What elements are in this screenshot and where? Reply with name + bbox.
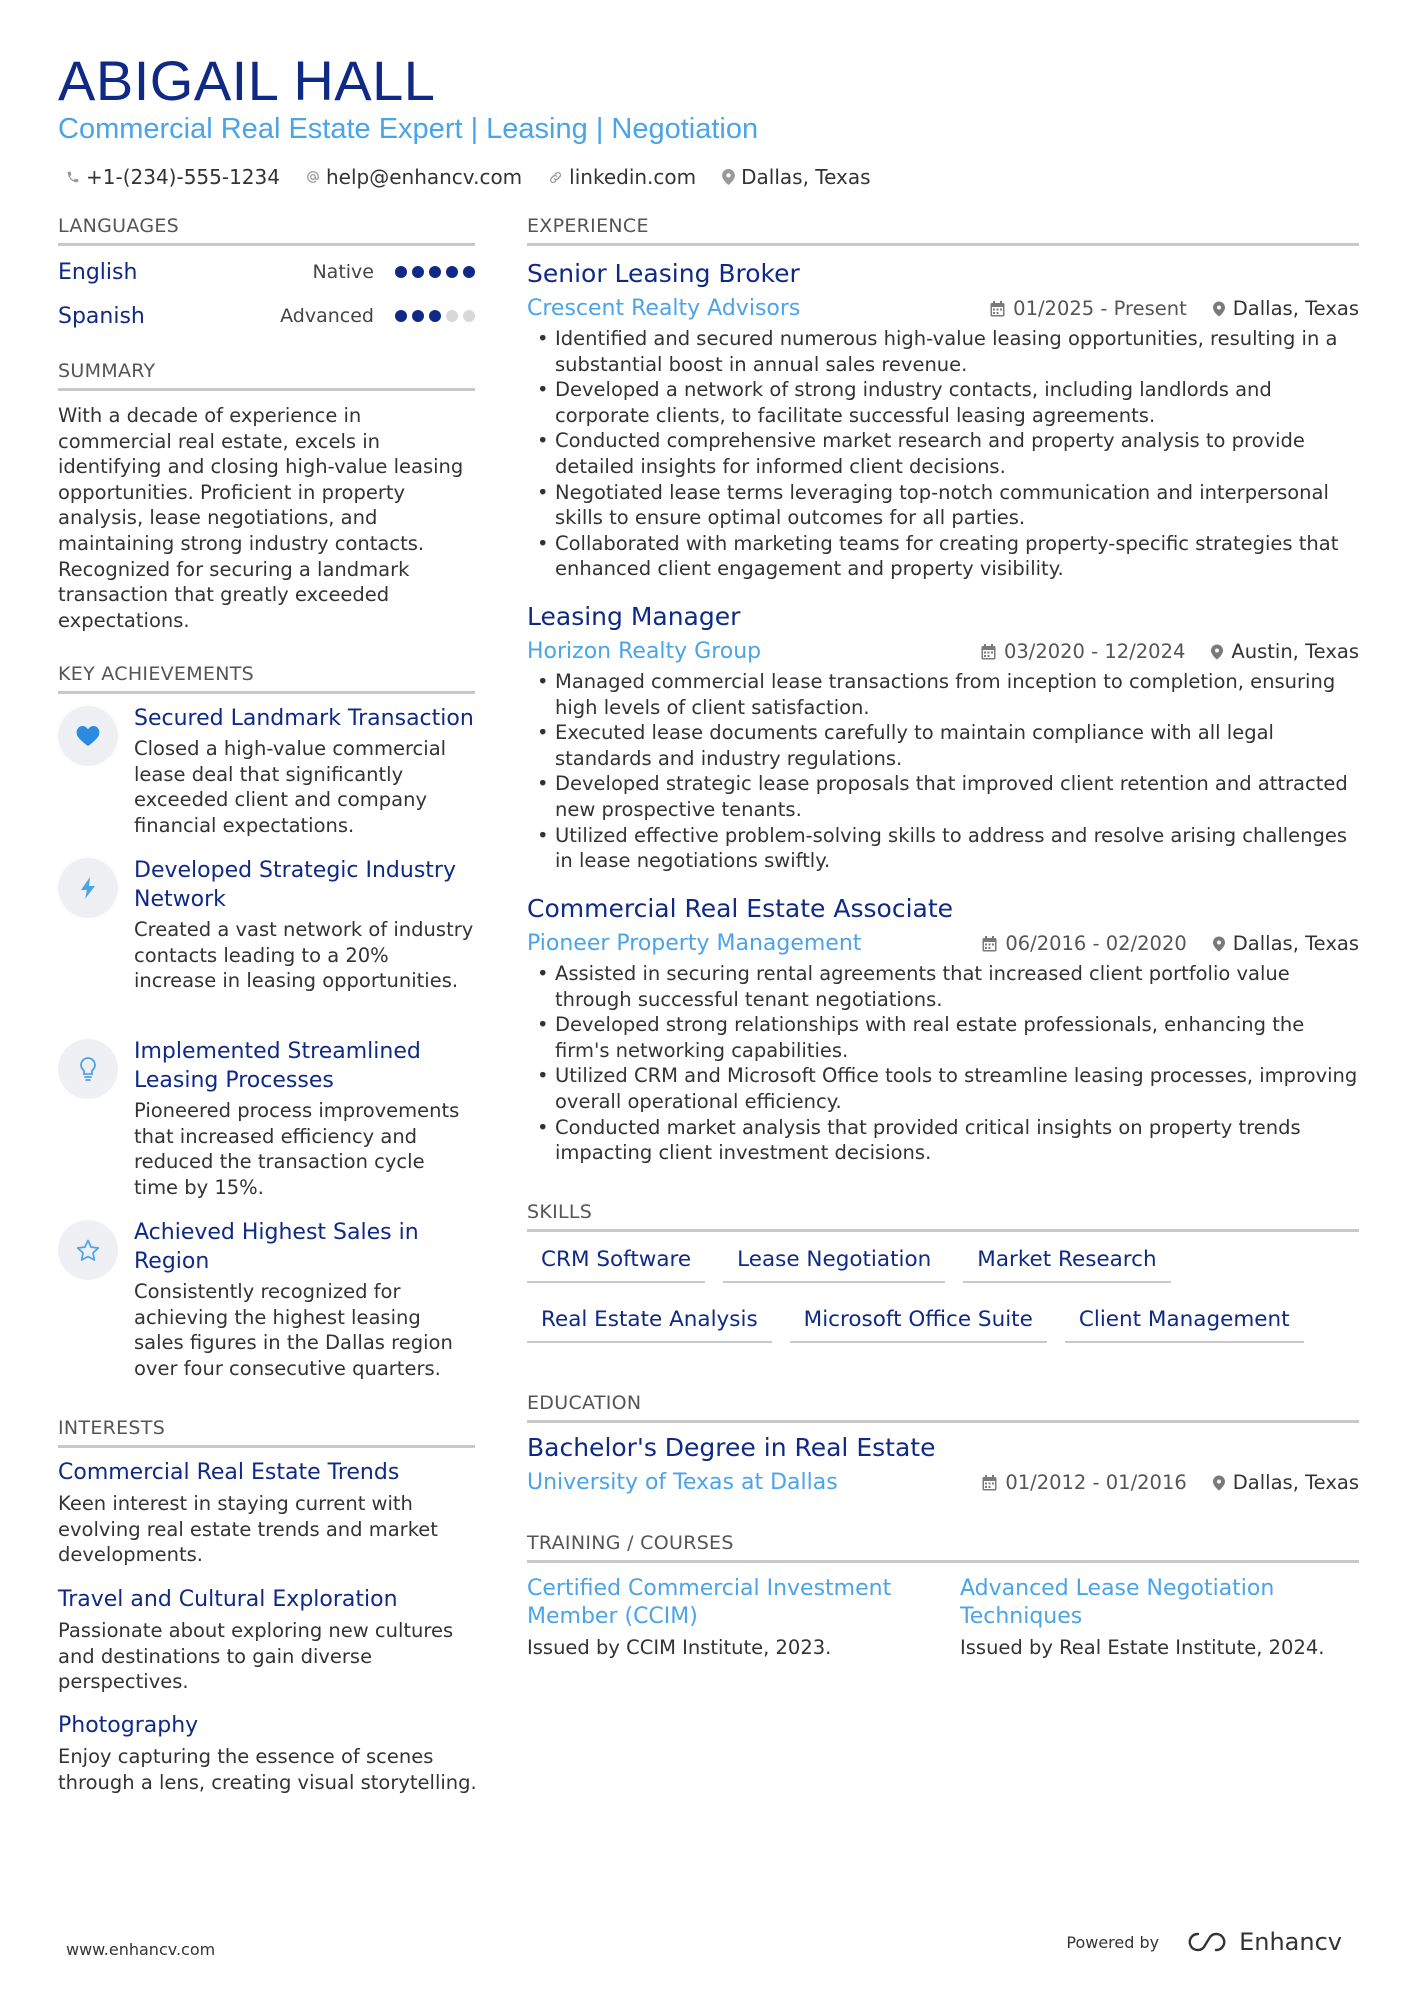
rating-dot xyxy=(412,266,424,278)
bullet-item: • Utilized CRM and Microsoft Office tools to streamline leasing processes, improving overall operational efficiency. xyxy=(527,1063,1359,1114)
job-location xyxy=(1211,637,1359,667)
job-location xyxy=(1213,294,1359,324)
calendar-icon xyxy=(981,644,996,660)
bullet-item: • Developed a network of strong industry contacts, including landlords and corporate clients, to facilitate successful leasing agreements. xyxy=(527,377,1359,428)
school-name: University of Texas at Dallas xyxy=(527,1470,838,1495)
rating-dot xyxy=(446,266,458,278)
achievement-title: Developed Strategic Industry Network xyxy=(134,858,456,912)
candidate-headline: Commercial Real Estate Expert | Leasing | Negotiation xyxy=(58,113,759,145)
interest-title: Travel and Cultural Exploration xyxy=(58,1587,398,1612)
skill-tag: Client Management xyxy=(1065,1305,1304,1343)
language-level: Advanced xyxy=(280,305,374,327)
achievement-desc: Consistently recognized for achieving the highest leasing sales figures in the Dallas region over four consecutive quarters. xyxy=(134,1280,453,1380)
job-bullets xyxy=(527,669,1359,874)
location-pin-icon xyxy=(1213,936,1225,952)
bullet-item: • Developed strategic lease proposals that improved client retention and attracted new prospective tenants. xyxy=(527,771,1359,822)
lightbulb-icon xyxy=(58,1039,118,1099)
experience-entry xyxy=(527,893,1359,1166)
skills-heading: SKILLS xyxy=(527,1200,1359,1232)
education-dates-text: 01/2012 - 01/2016 xyxy=(1005,1471,1187,1494)
contact-bar xyxy=(66,163,897,191)
job-dates-text: 06/2016 - 02/2020 xyxy=(1005,932,1187,955)
email-text: help@enhancv.com xyxy=(325,165,523,189)
footer-website[interactable]: www.enhancv.com xyxy=(66,1940,216,1959)
bullet-item: • Collaborated with marketing teams for creating property-specific strategies that enhanced client engagement and property visibility. xyxy=(527,531,1359,582)
job-dates xyxy=(990,294,1187,324)
achievement-desc: Created a vast network of industry contacts leading to a 20% increase in leasing opportunities. xyxy=(134,918,474,993)
calendar-icon xyxy=(990,301,1005,317)
contact-email[interactable] xyxy=(306,165,522,189)
rating-dot xyxy=(395,266,407,278)
interest-title: Photography xyxy=(58,1713,199,1738)
enhancv-logo-icon xyxy=(1185,1930,1229,1954)
experience-entry xyxy=(527,601,1359,874)
powered-by-text: Powered by xyxy=(1066,1932,1160,1952)
job-title: Leasing Manager xyxy=(527,602,741,631)
education-dates xyxy=(982,1468,1186,1498)
course-item xyxy=(960,1575,1360,1661)
summary-text: With a decade of experience in commercial real estate, excels in identifying and closing high-value leasing opportunities. Proficient in property analysis, lease negotiations, and maintaining strong industry contacts. Recognized for securing a landmark transaction that greatly exceeded expectations. xyxy=(58,404,464,632)
rating-dot xyxy=(429,266,441,278)
summary-heading: SUMMARY xyxy=(58,359,475,391)
contact-linkedin[interactable] xyxy=(548,165,696,189)
bullet-item: • Managed commercial lease transactions from inception to completion, ensuring high levels of client satisfaction. xyxy=(527,669,1359,720)
at-icon xyxy=(306,170,320,184)
course-title: Certified Commercial Investment Member (CCIM) xyxy=(527,1576,892,1629)
contact-phone[interactable] xyxy=(66,165,280,189)
contact-location xyxy=(722,165,870,189)
achievement-desc: Closed a high-value commercial lease deal that significantly exceeded client and company financial expectations. xyxy=(134,737,447,837)
bullet-item: • Utilized effective problem-solving skills to address and resolve arising challenges in lease negotiations swiftly. xyxy=(527,823,1359,874)
experience-entry xyxy=(527,258,1359,582)
interest-item xyxy=(58,1458,478,1568)
language-name: Spanish xyxy=(58,303,145,329)
achievement-title: Secured Landmark Transaction xyxy=(134,706,474,731)
education-entry xyxy=(527,1432,1359,1498)
company-name: Horizon Realty Group xyxy=(527,639,762,664)
bullet-item: • Executed lease documents carefully to maintain compliance with all legal standards and industry regulations. xyxy=(527,720,1359,771)
location-pin-icon xyxy=(722,169,735,185)
linkedin-text: linkedin.com xyxy=(569,165,697,189)
education-heading: EDUCATION xyxy=(527,1391,1359,1423)
bullet-item: • Conducted market analysis that provided critical insights on property trends impacting client investment decisions. xyxy=(527,1115,1359,1166)
language-row xyxy=(58,256,475,288)
phone-text: +1-(234)-555-1234 xyxy=(86,165,280,189)
rating-dot xyxy=(395,310,407,322)
interest-desc: Enjoy capturing the essence of scenes through a lens, creating visual storytelling. xyxy=(58,1745,477,1794)
rating-dot xyxy=(429,310,441,322)
calendar-icon xyxy=(982,1475,997,1491)
location-pin-icon xyxy=(1213,301,1225,317)
job-dates xyxy=(981,637,1185,667)
job-location xyxy=(1213,929,1359,959)
interest-item xyxy=(58,1585,478,1695)
education-location-text: Dallas, Texas xyxy=(1232,1471,1359,1494)
skills-list xyxy=(527,1245,1359,1365)
interest-desc: Passionate about exploring new cultures and destinations to gain diverse perspectives. xyxy=(58,1619,454,1694)
job-location-text: Dallas, Texas xyxy=(1232,297,1359,320)
footer-branding[interactable] xyxy=(1066,1928,1342,1956)
skill-tag: Market Research xyxy=(963,1245,1170,1283)
job-location-text: Dallas, Texas xyxy=(1232,932,1359,955)
star-icon xyxy=(58,1220,118,1280)
rating-dot xyxy=(446,310,458,322)
link-icon xyxy=(548,170,563,185)
brand-name: Enhancv xyxy=(1239,1928,1342,1956)
heart-icon xyxy=(58,706,118,766)
bullet-item: • Identified and secured numerous high-value leasing opportunities, resulting in a substantial boost in annual sales revenue. xyxy=(527,326,1359,377)
company-name: Crescent Realty Advisors xyxy=(527,296,801,321)
bullet-item: • Conducted comprehensive market research and property analysis to provide detailed insights for informed client decisions. xyxy=(527,428,1359,479)
language-level: Native xyxy=(312,261,374,283)
course-title: Advanced Lease Negotiation Techniques xyxy=(960,1576,1275,1629)
calendar-icon xyxy=(982,936,997,952)
language-rating xyxy=(390,266,475,278)
skill-tag: Microsoft Office Suite xyxy=(790,1305,1047,1343)
interest-title: Commercial Real Estate Trends xyxy=(58,1460,400,1485)
bullet-item: • Assisted in securing rental agreements that increased client portfolio value through successful tenant negotiations. xyxy=(527,961,1359,1012)
degree-title: Bachelor's Degree in Real Estate xyxy=(527,1433,936,1462)
skill-tag: Real Estate Analysis xyxy=(527,1305,772,1343)
languages-heading: LANGUAGES xyxy=(58,214,475,246)
interest-item xyxy=(58,1711,478,1795)
job-dates-text: 03/2020 - 12/2024 xyxy=(1003,640,1186,663)
location-pin-icon xyxy=(1213,1475,1225,1491)
job-location-text: Austin, Texas xyxy=(1231,640,1359,663)
achievement-title: Implemented Streamlined Leasing Processes xyxy=(134,1039,421,1093)
job-dates-text: 01/2025 - Present xyxy=(1013,297,1187,320)
interest-desc: Keen interest in staying current with evolving real estate trends and market developments. xyxy=(58,1492,438,1567)
location-text: Dallas, Texas xyxy=(741,165,871,189)
job-dates xyxy=(982,929,1186,959)
course-desc: Issued by Real Estate Institute, 2024. xyxy=(960,1636,1325,1659)
bolt-icon xyxy=(58,858,118,918)
rating-dot xyxy=(412,310,424,322)
achievement-title: Achieved Highest Sales in Region xyxy=(134,1220,419,1274)
experience-heading: EXPERIENCE xyxy=(527,214,1359,246)
rating-dot xyxy=(463,310,475,322)
course-desc: Issued by CCIM Institute, 2023. xyxy=(527,1636,832,1659)
language-name: English xyxy=(58,259,138,285)
skill-tag: CRM Software xyxy=(527,1245,705,1283)
company-name: Pioneer Property Management xyxy=(527,931,862,956)
location-pin-icon xyxy=(1211,644,1223,660)
skill-tag: Lease Negotiation xyxy=(723,1245,945,1283)
bullet-item: • Negotiated lease terms leveraging top-notch communication and interpersonal skills to ensure optimal outcomes for all parties. xyxy=(527,480,1359,531)
rating-dot xyxy=(463,266,475,278)
achievement-desc: Pioneered process improvements that increased efficiency and reduced the transaction cycle time by 15%. xyxy=(134,1099,460,1199)
interests-heading: INTERESTS xyxy=(58,1416,475,1448)
job-bullets xyxy=(527,326,1359,582)
course-item xyxy=(527,1575,927,1661)
job-bullets xyxy=(527,961,1359,1166)
training-heading: TRAINING / COURSES xyxy=(527,1531,1359,1563)
education-location xyxy=(1213,1468,1359,1498)
achievements-heading: KEY ACHIEVEMENTS xyxy=(58,662,475,694)
language-row xyxy=(58,300,475,332)
job-title: Commercial Real Estate Associate xyxy=(527,894,954,923)
language-rating xyxy=(390,310,475,322)
bullet-item: • Developed strong relationships with real estate professionals, enhancing the firm's networking capabilities. xyxy=(527,1012,1359,1063)
job-title: Senior Leasing Broker xyxy=(527,259,800,288)
phone-icon xyxy=(66,170,80,184)
candidate-name: ABIGAIL HALL xyxy=(58,49,436,112)
